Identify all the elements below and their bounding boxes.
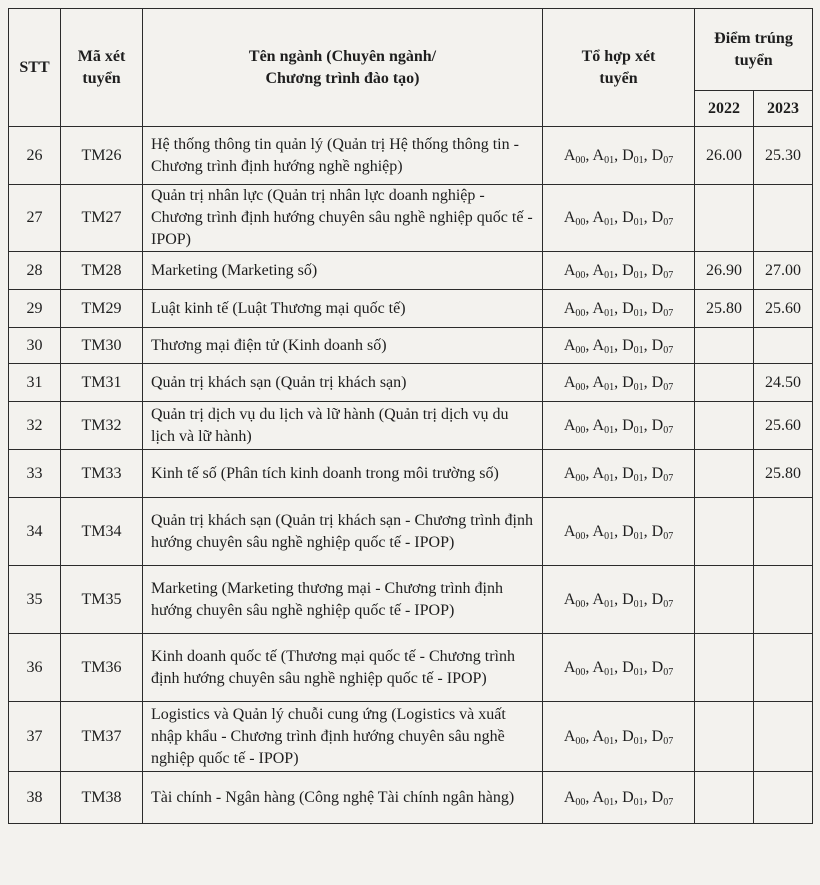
combo-subject: A — [563, 522, 576, 540]
combo-subject: A — [563, 261, 576, 279]
combo-subject-code: 01 — [633, 217, 644, 228]
table-row — [9, 634, 813, 702]
combo-subject: A — [592, 416, 605, 434]
table-row — [9, 498, 813, 566]
combo-subject-code: 00 — [575, 154, 586, 166]
cell-code: TM29 — [61, 290, 143, 328]
cell-stt: 28 — [9, 252, 61, 290]
combo-subject: D — [651, 416, 664, 434]
combo-subject: D — [622, 336, 634, 354]
combo-subject: D — [651, 373, 664, 391]
combo-subject: A — [563, 416, 576, 434]
cell-stt: 27 — [9, 185, 61, 252]
cell-score-2022: 26.00 — [695, 127, 754, 185]
combo-subject: A — [563, 209, 576, 226]
cell-combo: $A_{00}$, $A_{01}$, $D_{01}$, $D_{07}$ — [543, 127, 695, 185]
admission-score-table — [8, 8, 813, 824]
combo-subject-code: 07 — [663, 666, 674, 678]
cell-name: Quản trị dịch vụ du lịch và lữ hành (Quản trị dịch vụ du lịch và lữ hành) — [143, 402, 543, 450]
combo-subject: A — [563, 788, 576, 806]
combo-subject-code: 01 — [604, 217, 615, 228]
cell-stt: 36 — [9, 634, 61, 702]
cell-name: Kinh tế số (Phân tích kinh doanh trong môi trường số) — [143, 450, 543, 498]
combo-subject-code: 01 — [633, 381, 644, 393]
table-row — [9, 328, 813, 364]
combo-subject-code: 00 — [575, 598, 586, 610]
cell-score-2023 — [754, 328, 813, 364]
combo-subject: D — [622, 146, 634, 164]
cell-code: TM30 — [61, 328, 143, 364]
table-row — [9, 450, 813, 498]
cell-name: Thương mại điện tử (Kinh doanh số) — [143, 328, 543, 364]
combo-subject-code: 07 — [663, 796, 674, 808]
cell-code: TM37 — [61, 702, 143, 772]
table-row — [9, 566, 813, 634]
combo-subject: A — [592, 658, 605, 676]
combo-subject: A — [592, 373, 605, 391]
combo-subject-code: 01 — [633, 154, 644, 166]
cell-code: TM28 — [61, 252, 143, 290]
combo-subject: D — [651, 590, 664, 608]
combo-subject-code: 01 — [604, 666, 615, 678]
cell-stt: 32 — [9, 402, 61, 450]
cell-score-2022 — [695, 772, 754, 824]
cell-score-2022 — [695, 702, 754, 772]
combo-subject: D — [622, 299, 634, 317]
combo-subject-code: 01 — [604, 424, 615, 436]
combo-subject-code: 00 — [575, 381, 586, 393]
cell-combo: $A_{00}$, $A_{01}$, $D_{01}$, $D_{07}$ — [543, 364, 695, 402]
combo-subject-code: 00 — [575, 269, 586, 281]
header-score: Điểm trúng tuyển — [695, 9, 813, 91]
combo-subject: A — [592, 336, 605, 354]
cell-code: TM32 — [61, 402, 143, 450]
combo-subject: A — [592, 464, 605, 482]
combo-subject-code: 00 — [575, 217, 586, 228]
cell-score-2023: 27.00 — [754, 252, 813, 290]
combo-subject-code: 01 — [604, 344, 615, 356]
table-row — [9, 402, 813, 450]
combo-subject: A — [563, 373, 576, 391]
combo-subject: D — [622, 727, 634, 745]
header-year-2023: 2023 — [754, 91, 813, 127]
cell-combo: $A_{00}$, $A_{01}$, $D_{01}$, $D_{07}$ — [543, 252, 695, 290]
cell-combo: $A_{00}$, $A_{01}$, $D_{01}$, $D_{07}$ — [543, 290, 695, 328]
combo-subject: A — [563, 336, 576, 354]
combo-subject: D — [622, 658, 634, 676]
header-code: Mã xét tuyển — [61, 9, 143, 127]
combo-subject-code: 00 — [575, 666, 586, 678]
combo-subject-code: 00 — [575, 735, 586, 747]
cell-name: Marketing (Marketing số) — [143, 252, 543, 290]
cell-code: TM27 — [61, 185, 143, 252]
cell-score-2022 — [695, 450, 754, 498]
cell-score-2023: 24.50 — [754, 364, 813, 402]
table-row — [9, 185, 813, 252]
cell-code: TM26 — [61, 127, 143, 185]
combo-subject: D — [622, 209, 634, 226]
cell-score-2023 — [754, 702, 813, 772]
combo-subject-code: 00 — [575, 307, 586, 319]
combo-subject-code: 01 — [633, 598, 644, 610]
cell-score-2023 — [754, 498, 813, 566]
header-year-2022: 2022 — [695, 91, 754, 127]
cell-stt: 31 — [9, 364, 61, 402]
combo-subject: A — [592, 788, 605, 806]
table-row — [9, 127, 813, 185]
table-row — [9, 290, 813, 328]
cell-score-2023: 25.60 — [754, 402, 813, 450]
cell-name: Hệ thống thông tin quản lý (Quản trị Hệ thống thông tin - Chương trình định hướng nghề nghiệp) — [143, 127, 543, 185]
cell-score-2023: 25.60 — [754, 290, 813, 328]
combo-subject: A — [592, 590, 605, 608]
combo-subject: D — [651, 209, 664, 226]
cell-name: Marketing (Marketing thương mại - Chương trình định hướng chuyên sâu nghề nghiệp quốc tế - IPOP) — [143, 566, 543, 634]
header-name: Tên ngành (Chuyên ngành/ Chương trình đào tạo) — [143, 9, 543, 127]
cell-score-2023: 25.80 — [754, 450, 813, 498]
cell-score-2023 — [754, 634, 813, 702]
combo-subject-code: 01 — [604, 530, 615, 542]
cell-name: Luật kinh tế (Luật Thương mại quốc tế) — [143, 290, 543, 328]
cell-score-2022 — [695, 498, 754, 566]
combo-subject: A — [563, 299, 576, 317]
cell-score-2022 — [695, 364, 754, 402]
combo-subject-code: 01 — [604, 796, 615, 808]
combo-subject-code: 00 — [575, 344, 586, 356]
cell-score-2023 — [754, 566, 813, 634]
combo-subject-code: 01 — [604, 154, 615, 166]
cell-stt: 34 — [9, 498, 61, 566]
combo-subject-code: 07 — [663, 154, 674, 166]
cell-combo: $A_{00}$, $A_{01}$, $D_{01}$, $D_{07}$ — [543, 402, 695, 450]
combo-subject: A — [592, 299, 605, 317]
combo-subject: D — [622, 788, 634, 806]
cell-stt: 29 — [9, 290, 61, 328]
header-combo: Tổ hợp xét tuyển — [543, 9, 695, 127]
combo-subject: D — [622, 590, 634, 608]
combo-subject-code: 01 — [604, 598, 615, 610]
cell-stt: 26 — [9, 127, 61, 185]
combo-subject: D — [622, 261, 634, 279]
combo-subject: D — [622, 464, 634, 482]
combo-subject-code: 01 — [604, 269, 615, 281]
cell-name: Quản trị khách sạn (Quản trị khách sạn) — [143, 364, 543, 402]
combo-subject: A — [592, 727, 605, 745]
combo-subject-code: 07 — [663, 381, 674, 393]
combo-subject-code: 00 — [575, 424, 586, 436]
combo-subject-code: 01 — [604, 307, 615, 319]
combo-subject: D — [651, 146, 664, 164]
cell-score-2022 — [695, 185, 754, 252]
header-stt: STT — [9, 9, 61, 127]
cell-combo: $A_{00}$, $A_{01}$, $D_{01}$, $D_{07}$ — [543, 772, 695, 824]
combo-subject-code: 07 — [663, 424, 674, 436]
combo-subject: A — [592, 261, 605, 279]
cell-score-2022 — [695, 566, 754, 634]
cell-combo: $A_{00}$, $A_{01}$, $D_{01}$, $D_{07}$ — [543, 450, 695, 498]
cell-code: TM38 — [61, 772, 143, 824]
combo-subject: D — [622, 522, 634, 540]
cell-code: TM35 — [61, 566, 143, 634]
combo-subject: A — [563, 464, 576, 482]
table-row — [9, 702, 813, 772]
cell-code: TM33 — [61, 450, 143, 498]
combo-subject-code: 01 — [604, 472, 615, 484]
combo-subject-code: 01 — [633, 530, 644, 542]
cell-score-2022: 25.80 — [695, 290, 754, 328]
cell-score-2023 — [754, 185, 813, 252]
combo-subject: A — [563, 146, 576, 164]
combo-subject-code: 07 — [663, 307, 674, 319]
combo-subject-code: 01 — [633, 344, 644, 356]
cell-combo: $A_{00}$, $A_{01}$, $D_{01}$, $D_{07}$ — [543, 634, 695, 702]
cell-combo: $A_{00}$, $A_{01}$, $D_{01}$, $D_{07}$ — [543, 185, 695, 252]
table-row — [9, 772, 813, 824]
cell-stt: 35 — [9, 566, 61, 634]
cell-name: Kinh doanh quốc tế (Thương mại quốc tế - Chương trình định hướng chuyên sâu nghề nghiệp quốc tế - IPOP) — [143, 634, 543, 702]
combo-subject-code: 07 — [663, 269, 674, 281]
combo-subject-code: 01 — [633, 424, 644, 436]
combo-subject-code: 07 — [663, 344, 674, 356]
cell-combo: $A_{00}$, $A_{01}$, $D_{01}$, $D_{07}$ — [543, 702, 695, 772]
combo-subject: A — [592, 146, 605, 164]
combo-subject: D — [651, 522, 664, 540]
combo-subject-code: 01 — [633, 666, 644, 678]
cell-name: Quản trị nhân lực (Quản trị nhân lực doanh nghiệp - Chương trình định hướng chuyên sâu nghề nghiệp quốc tế - IPOP) — [143, 185, 543, 252]
combo-subject-code: 00 — [575, 530, 586, 542]
cell-score-2022 — [695, 634, 754, 702]
cell-stt: 30 — [9, 328, 61, 364]
combo-subject-code: 07 — [663, 598, 674, 610]
cell-stt: 33 — [9, 450, 61, 498]
cell-code: TM36 — [61, 634, 143, 702]
cell-stt: 37 — [9, 702, 61, 772]
combo-subject: D — [651, 658, 664, 676]
combo-subject-code: 07 — [663, 217, 674, 228]
cell-combo: $A_{00}$, $A_{01}$, $D_{01}$, $D_{07}$ — [543, 566, 695, 634]
cell-score-2023 — [754, 772, 813, 824]
cell-code: TM31 — [61, 364, 143, 402]
combo-subject-code: 01 — [633, 735, 644, 747]
combo-subject-code: 07 — [663, 735, 674, 747]
combo-subject-code: 01 — [633, 472, 644, 484]
combo-subject-code: 07 — [663, 472, 674, 484]
combo-subject: D — [651, 727, 664, 745]
combo-subject-code: 00 — [575, 796, 586, 808]
cell-combo: $A_{00}$, $A_{01}$, $D_{01}$, $D_{07}$ — [543, 498, 695, 566]
combo-subject: A — [592, 209, 605, 226]
combo-subject-code: 00 — [575, 472, 586, 484]
cell-score-2023: 25.30 — [754, 127, 813, 185]
combo-subject-code: 01 — [604, 735, 615, 747]
cell-combo: $A_{00}$, $A_{01}$, $D_{01}$, $D_{07}$ — [543, 328, 695, 364]
combo-subject-code: 01 — [633, 796, 644, 808]
cell-score-2022 — [695, 328, 754, 364]
combo-subject-code: 01 — [633, 269, 644, 281]
combo-subject: D — [651, 788, 664, 806]
cell-score-2022 — [695, 402, 754, 450]
combo-subject: A — [592, 522, 605, 540]
cell-code: TM34 — [61, 498, 143, 566]
combo-subject: D — [622, 416, 634, 434]
combo-subject: D — [622, 373, 634, 391]
combo-subject: A — [563, 658, 576, 676]
combo-subject: D — [651, 299, 664, 317]
combo-subject: D — [651, 336, 664, 354]
combo-subject-code: 01 — [633, 307, 644, 319]
cell-score-2022: 26.90 — [695, 252, 754, 290]
cell-name: Tài chính - Ngân hàng (Công nghệ Tài chính ngân hàng) — [143, 772, 543, 824]
combo-subject: A — [563, 727, 576, 745]
combo-subject: D — [651, 464, 664, 482]
table-row — [9, 252, 813, 290]
cell-stt: 38 — [9, 772, 61, 824]
cell-name: Logistics và Quản lý chuỗi cung ứng (Logistics và xuất nhập khẩu - Chương trình định hướng chuyên sâu nghề nghiệp quốc tế - IPOP) — [143, 702, 543, 772]
table-row — [9, 364, 813, 402]
combo-subject: D — [651, 261, 664, 279]
cell-name: Quản trị khách sạn (Quản trị khách sạn - Chương trình định hướng chuyên sâu nghề nghiệp quốc tế - IPOP) — [143, 498, 543, 566]
combo-subject-code: 01 — [604, 381, 615, 393]
combo-subject: A — [563, 590, 576, 608]
combo-subject-code: 07 — [663, 530, 674, 542]
